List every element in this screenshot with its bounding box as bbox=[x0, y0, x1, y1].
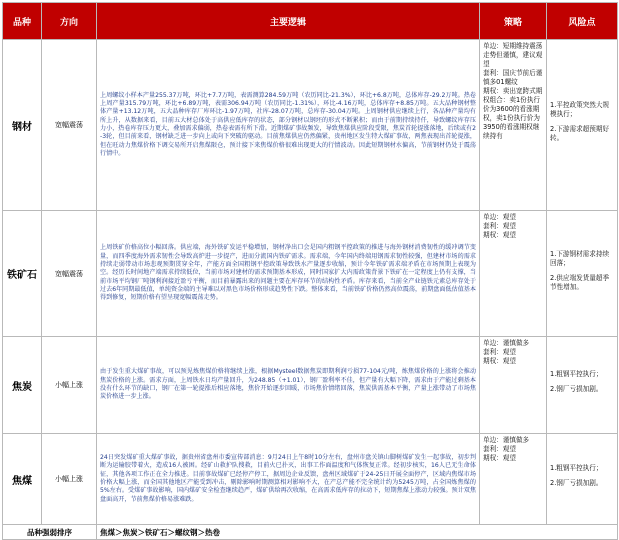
footer-row bbox=[3, 525, 618, 540]
strategy-line: 期权：卖出宽跨式期权组合：卖1份执行价为3600的看涨期权，卖1份执行价为3950的看涨期权继续持有 bbox=[483, 87, 543, 140]
header-risk: 风险点 bbox=[547, 3, 618, 40]
header-variety: 品种 bbox=[3, 3, 42, 40]
strategy-cell bbox=[480, 337, 547, 434]
risk-line: 1.粗钢平控执行； bbox=[550, 370, 603, 378]
variety-cell: 钢材 bbox=[3, 40, 42, 211]
risk-line: 1.下游钢材需求持续回落； bbox=[550, 249, 610, 267]
ranking-label: 品种强弱排序 bbox=[3, 525, 97, 540]
strategy-line: 单边：谨慎做多 bbox=[483, 436, 530, 444]
ranking-value: 焦煤＞焦炭＞铁矿石＞螺纹钢＞热卷 bbox=[97, 525, 618, 540]
direction-cell: 小幅上涨 bbox=[42, 337, 97, 434]
strategy-cell bbox=[480, 434, 547, 525]
logic-cell: 上周铁矿价格高位小幅回落。供应端，海外铁矿发运平稳增加，钢材净出口会是国内粗钢平控政策的推进与海外钢材消费韧性的缓冲调节变量，而四季度海外需求韧性会导致高炉进一步提产，进而分流国内铁矿需求。需求端，今年国内终端用钢需求韧性较强，但建材市场的需求持续走弱带动市场悲观预期贯穿全年，产能方面全国粗钢平控政策导致铁水产量逐步收缩，预计今年铁矿需求端矛盾在市场预期上表现为空。经历长时间地产端需求持续低位，当前市场对建材的需求预期基本形成，同时国家扩大内需政策背景下铁矿在一定程度上仍有支撑，当前市场平均钢厂吨钢利润接近盈亏平衡，而目前暴露出来的问题主要在库存环节的结构性矛盾。库存来看，当前全产业链铁元素总库存处于过去6年同期最低值，单纯资金端的主导难以对黑色市场价格形成趋势性下跌。整体来看，当前铁矿价格仍然高位震荡，前期盘面低估值基本得到修复，短期价格有望呈现宽幅震荡走势。 bbox=[97, 211, 480, 337]
logic-cell: 上周螺纹小样本产量255.37万吨，环比+7.7万吨，表需测算284.59万吨（农历同比-21.3%），环比+6.8万吨，总体库存-29.2万吨。热卷上周产量315.79万吨，环比+6.89万吨，表需306.94万吨（农历同比-1.31%），环比-4.16万吨，总体库存+8.85万吨。五大品种钢材整体产量+13.12万吨，五大品种库存厂库环比-1.97万吨，社库-28.07万吨，总库存-30.04万吨。上周钢材供应继续上行，各品种产量均有所上升，从数据来看，目前五大材总体处于高供应低库存的状态，部分钢材以钢坯的形式不断累积；而由于前期持续持仟，导致螺纹库存压力小，热卷库存压力更大，叠加需求偏弱，热卷表需有所下滑。近期煤矿事故频发，导致焦煤供应阶段受限，焦炭首轮提涨落地，后续或有2-3轮，但目前来看，钢材缺乏进一步向上或向下突破的驱动。目前焦煤供应仍然偏紧，贵州地区发生特大煤矿事故，两焦表现出首轮提涨，但在旺动力焦煤价格下调交易所开启焦煤限仓，预计接下来焦煤价格很难出现更大的行情波动。因此短期钢材水偏高，节前钢材仍处于震荡行情中。 bbox=[97, 40, 480, 211]
direction-cell: 小幅上涨 bbox=[42, 434, 97, 525]
risk-cell bbox=[547, 211, 618, 337]
strategy-line: 期权：观望 bbox=[483, 231, 516, 239]
strategy-line: 套利：观望 bbox=[483, 222, 516, 230]
strategy-line: 期权：观望 bbox=[483, 454, 516, 462]
risk-cell bbox=[547, 337, 618, 434]
header-direction: 方向 bbox=[42, 3, 97, 40]
strategy-line: 单边：短期维持震荡走势但谨慎，建议观望 bbox=[483, 42, 543, 68]
table-row bbox=[3, 434, 618, 525]
risk-line: 2.钢厂亏损加剧。 bbox=[550, 385, 603, 393]
risk-line: 2.供应端发货量超季节性增加。 bbox=[550, 273, 610, 291]
header-strategy: 策略 bbox=[480, 3, 547, 40]
header-logic: 主要逻辑 bbox=[97, 3, 480, 40]
risk-cell bbox=[547, 434, 618, 525]
variety-cell: 焦煤 bbox=[3, 434, 42, 525]
strategy-line: 套利：观望 bbox=[483, 348, 516, 356]
strategy-cell bbox=[480, 40, 547, 211]
table-row bbox=[3, 337, 618, 434]
strategy-line: 套利：观望 bbox=[483, 445, 516, 453]
direction-cell: 宽幅震荡 bbox=[42, 211, 97, 337]
commodity-analysis-table bbox=[2, 2, 617, 535]
variety-cell: 铁矿石 bbox=[3, 211, 42, 337]
table-row bbox=[3, 40, 618, 211]
direction-cell: 宽幅震荡 bbox=[42, 40, 97, 211]
risk-line: 2.下游需求超预期好转。 bbox=[550, 125, 610, 142]
table-row bbox=[3, 211, 618, 337]
risk-line: 2.钢厂亏损加剧。 bbox=[550, 479, 603, 487]
strategy-cell bbox=[480, 211, 547, 337]
strategy-line: 套利：国庆节前后谨慎多01螺纹 bbox=[483, 69, 543, 86]
strategy-line: 单边：谨慎做多 bbox=[483, 339, 530, 347]
header-row bbox=[3, 3, 618, 40]
variety-cell: 焦炭 bbox=[3, 337, 42, 434]
risk-line: 1.平控政策突然大规模执行； bbox=[550, 101, 610, 118]
strategy-line: 期权：观望 bbox=[483, 357, 516, 365]
logic-cell: 24日突发煤矿重大煤矿事故，据贵州省盘州市委宣传部消息：9月24日上午8时10分左右，盘州市盘关镇山脚树煤矿发生一起事故，初步判断为运输胶带着火，造成16人被困。经矿山救护队搜救，目前火已扑灭，出事工作面温度和气体恢复正常。经初步核实，16人已无生命体征，其他各项工作正在全力推进。目前事故煤矿已经停产停工，据周边企业反馈，盘州区域煤矿于24-25日开展全面停产，区域内焦煤市场价格大幅上涨，而全国其他地区产能受到冲击，剔除影响时期测算相对影响不大，在产总产能不完全统计约为5245万吨，占全国炼焦煤的5%左右。受煤矿事故影响，国内煤矿安全检查继续趋严，煤矿供给再次收缩，在高需求低库存的拉动下，短期焦煤上涨动力较强。预计双焦盘面高开，节前焦煤价格易涨难跌。 bbox=[97, 434, 480, 525]
risk-cell bbox=[547, 40, 618, 211]
logic-cell: 由于发生重大煤矿事故，可以预见炼焦煤价格将继续上涨，根据Mysteel数据焦炭即期利润亏损77-104元/吨，炼焦煤价格的上涨将会推动焦炭价格的上涨。需求方面，上周铁水日均产量回升，为248.85（+1.01），钢厂盈利率不佳，但产量有大幅下降，需求由于产能过剩基本没有什么环节的缺口，钢厂在第一轮提涨后相应落地，焦价开始逐步回暖，市场焦价情绪回落，焦炭供需基本平衡，产量上涨带动了市场焦炭价格进一步上涨。 bbox=[97, 337, 480, 434]
strategy-line: 单边：观望 bbox=[483, 213, 516, 221]
risk-line: 1.粗钢平控执行； bbox=[550, 464, 603, 472]
